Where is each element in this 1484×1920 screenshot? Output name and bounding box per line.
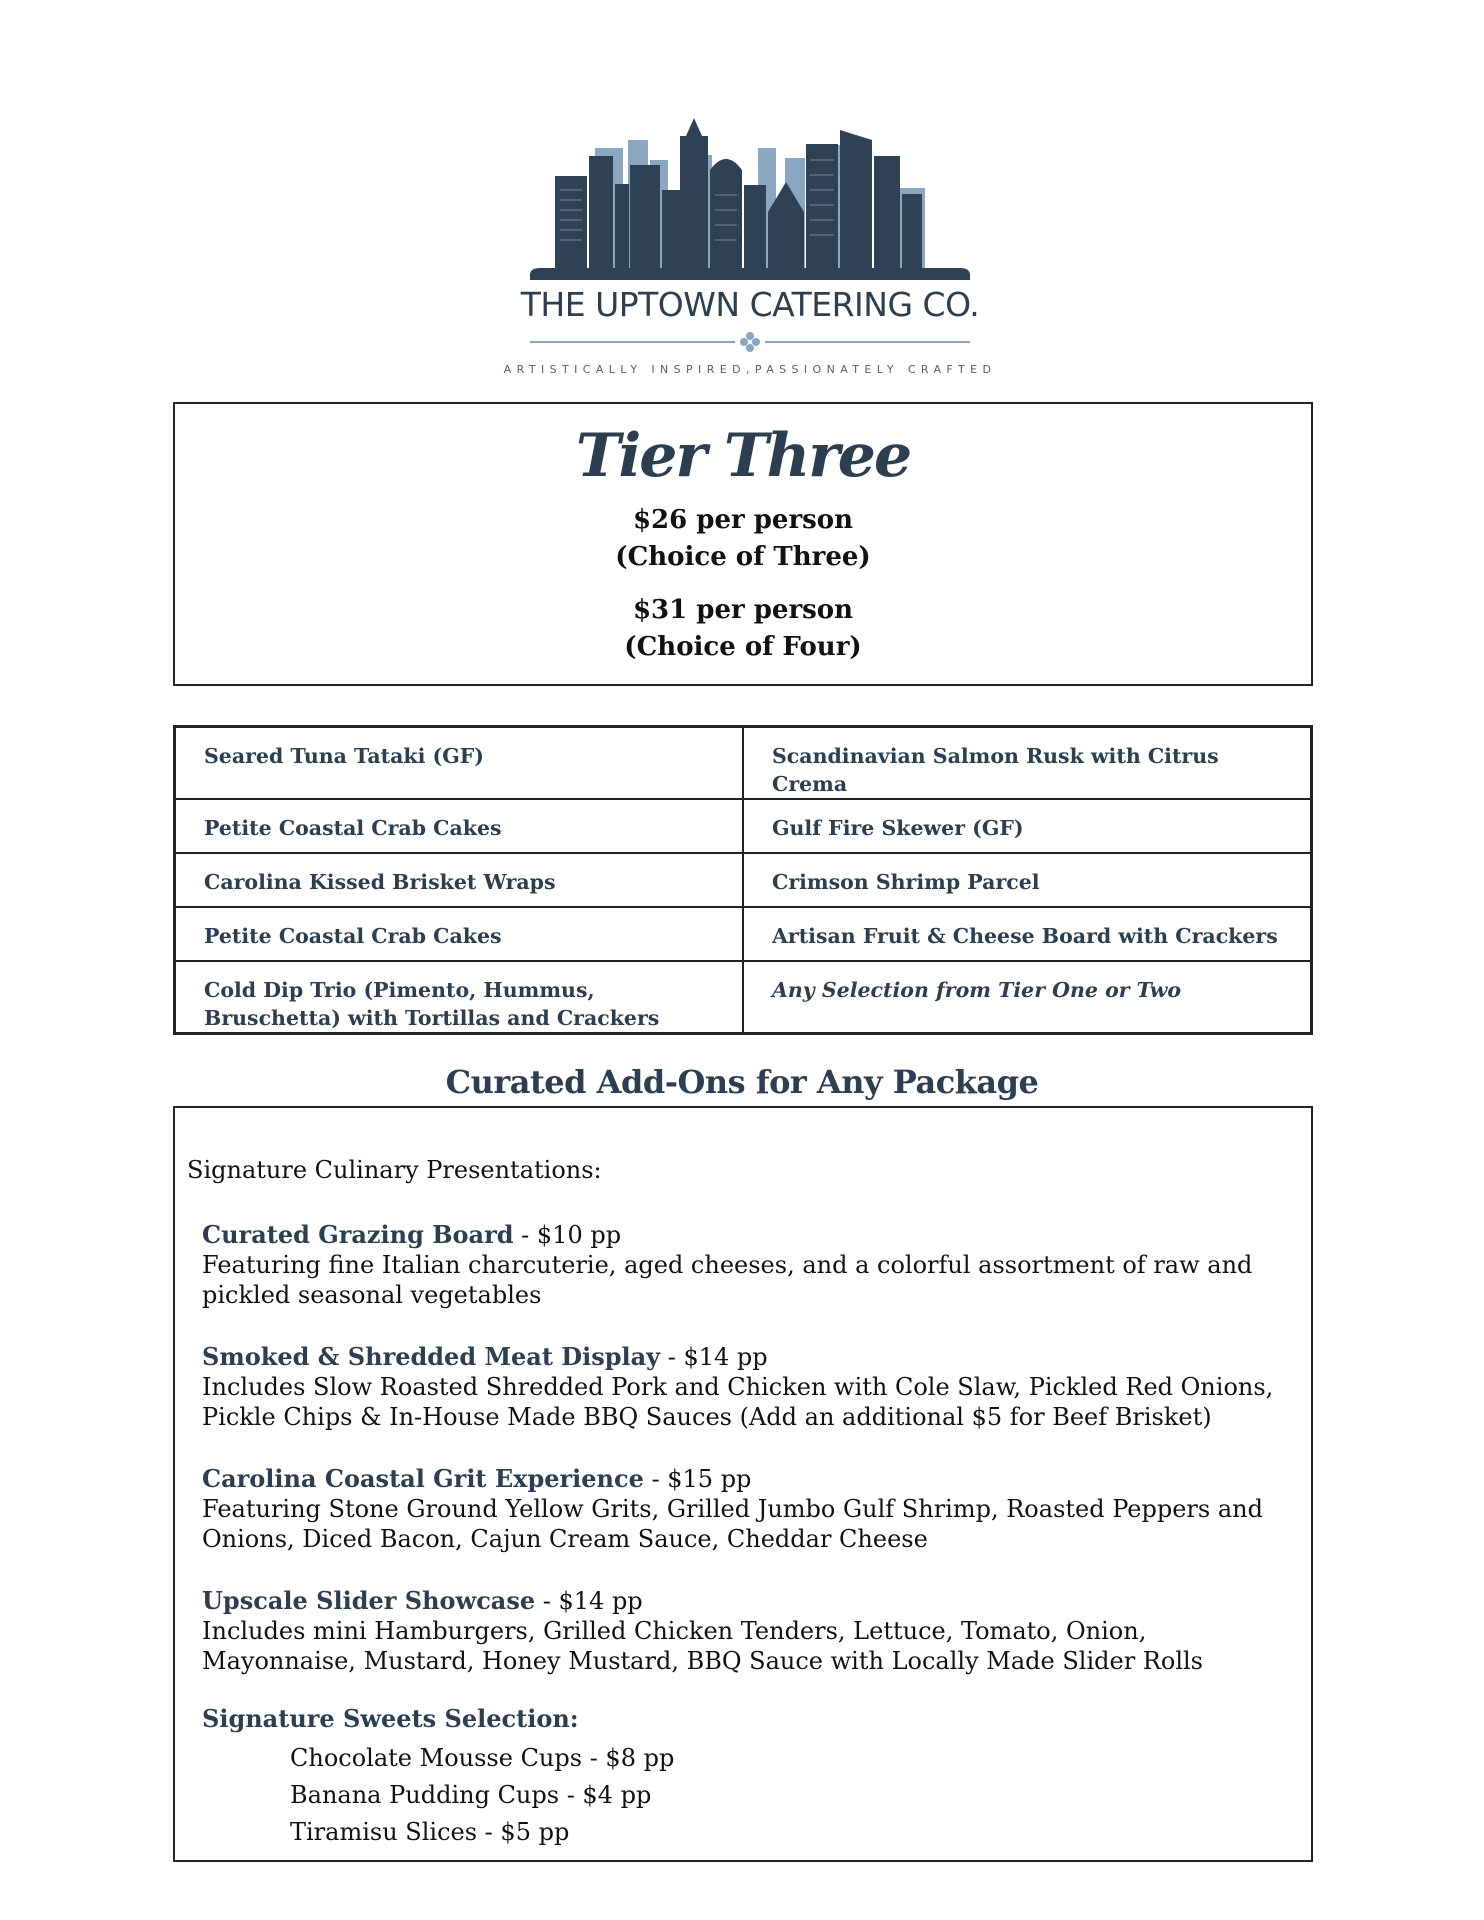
addon-name: Upscale Slider Showcase [202,1586,536,1615]
company-logo [500,100,1000,390]
addon-item [202,1220,1292,1310]
menu-table [173,725,1313,1035]
addon-price: - $10 pp [513,1221,622,1249]
menu-item: Scandinavian Salmon Rusk with Citrus Crema [743,727,1312,800]
sweets-colon: : [569,1704,579,1733]
table-row [175,853,1312,907]
addon-item [202,1586,1292,1676]
price-line: $31 per person [632,595,854,625]
price-line: $26 per person [632,505,854,535]
price-option-four [175,592,1311,666]
menu-item: Crimson Shrimp Parcel [743,853,1312,907]
city-skyline-icon [500,100,1000,390]
addon-price: - $15 pp [643,1465,752,1493]
menu-item: Gulf Fire Skewer (GF) [743,799,1312,853]
list-item: Banana Pudding Cups - $4 pp [290,1781,652,1809]
menu-item: Petite Coastal Crab Cakes [175,799,744,853]
table-row [175,961,1312,1034]
addon-item [202,1464,1292,1554]
brand-name: THE UPTOWN CATERING CO. [520,285,980,324]
tier-header-box [173,402,1313,686]
section-label: Signature Culinary Presentations: [187,1156,602,1184]
list-item: Chocolate Mousse Cups - $8 pp [290,1744,675,1772]
choice-line: (Choice of Four) [624,632,862,662]
menu-item: Carolina Kissed Brisket Wraps [175,853,744,907]
list-item: Tiramisu Slices - $5 pp [290,1818,570,1846]
addon-price: - $14 pp [660,1343,768,1371]
choice-line: (Choice of Three) [615,542,871,572]
sweets-heading [202,1704,1292,1734]
addon-name: Smoked & Shredded Meat Display [202,1342,661,1371]
menu-item: Any Selection from Tier One or Two [743,961,1312,1034]
addon-item [202,1342,1292,1432]
addon-name: Curated Grazing Board [202,1220,514,1249]
menu-item: Cold Dip Trio (Pimento, Hummus, Bruschetta) with Tortillas and Crackers [175,961,744,1034]
menu-item: Artisan Fruit & Cheese Board with Crackers [743,907,1312,961]
tier-title: Tier Three [575,421,911,491]
sweets-title: Signature Sweets Selection [202,1704,570,1733]
addon-description: Includes mini Hamburgers, Grilled Chicken Tenders, Lettuce, Tomato, Onion, Mayonnaise, Mustard, Honey Mustard, BBQ Sauce with Locally Made Slider Rolls [202,1617,1203,1675]
addon-description: Featuring fine Italian charcuterie, aged cheeses, and a colorful assortment of raw and pickled seasonal vegetables [202,1251,1253,1309]
price-option-three [175,502,1311,576]
table-row [175,907,1312,961]
table-row [175,799,1312,853]
addons-box [173,1106,1313,1862]
addon-description: Includes Slow Roasted Shredded Pork and Chicken with Cole Slaw, Pickled Red Onions, Pickle Chips & In-House Made BBQ Sauces (Add an additional $5 for Beef Brisket) [202,1373,1274,1431]
addons-title: Curated Add-Ons for Any Package [445,1063,1039,1101]
addon-price: - $14 pp [535,1587,643,1615]
table-row [175,727,1312,800]
menu-item: Petite Coastal Crab Cakes [175,907,744,961]
menu-item: Seared Tuna Tataki (GF) [175,727,744,800]
brand-tagline: ARTISTICALLY INSPIRED,PASSIONATELY CRAFTED [503,363,997,376]
sweets-list [290,1740,674,1851]
addon-name: Carolina Coastal Grit Experience [202,1464,644,1493]
addon-description: Featuring Stone Ground Yellow Grits, Grilled Jumbo Gulf Shrimp, Roasted Peppers and Onions, Diced Bacon, Cajun Cream Sauce, Cheddar Cheese [202,1495,1263,1553]
